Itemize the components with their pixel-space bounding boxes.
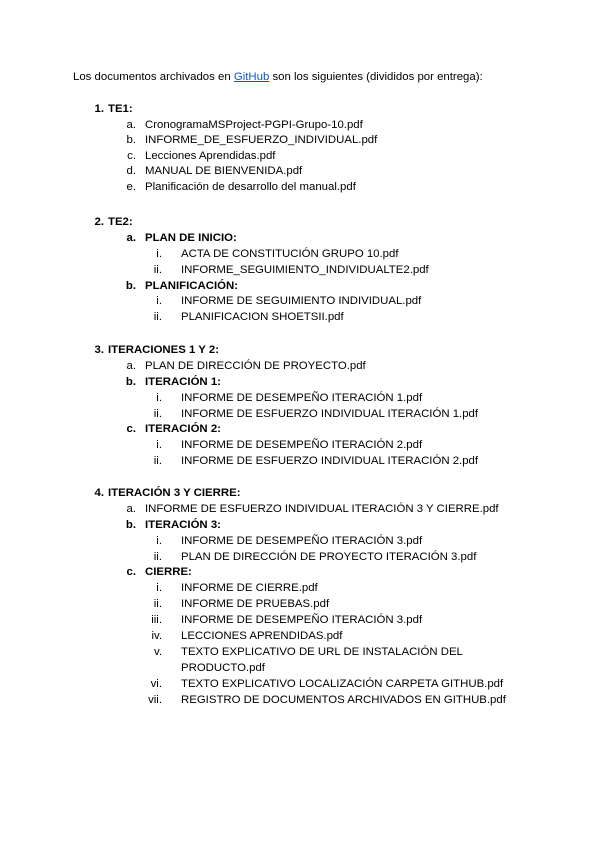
list-marker: b. [125,518,136,531]
list-item [0,534,600,550]
list-item [0,597,600,613]
section-te2 [0,215,600,326]
list-marker: vi. [150,677,162,690]
list-item [0,164,600,180]
list-item-text: INFORME_DE_ESFUERZO_INDIVIDUAL.pdf [145,134,378,147]
section-heading [0,215,600,231]
section-heading [0,102,600,118]
list-item [0,581,600,597]
section-title: ITERACIÓN 3 Y CIERRE: [108,487,241,499]
subsection-heading [0,231,600,247]
subsection-heading [0,422,600,438]
list-item-text: INFORME DE ESFUERZO INDIVIDUAL ITERACIÓN 1.pdf [181,407,479,420]
list-item [0,247,600,263]
section-iteraciones-1-2 [0,343,600,470]
list-item [0,407,600,423]
section-heading [0,343,600,359]
section-title: TE2: [108,216,133,228]
list-item-text: CronogramaMSProject-PGPI-Grupo-10.pdf [145,118,363,131]
list-marker: a. [126,502,136,515]
list-marker: c. [126,423,136,436]
list-item [0,629,600,645]
subsection-title: ITERACIÓN 2: [145,423,221,436]
list-marker: e. [126,180,136,193]
list-item-text: INFORME DE DESEMPEÑO ITERACIÓN 1.pdf [181,391,423,404]
section-te1 [0,102,600,195]
list-marker: a. [126,231,136,244]
list-item-text: LECCIONES APRENDIDAS.pdf [181,630,343,643]
list-marker: b. [126,134,136,147]
list-number: 1. [94,103,104,115]
list-item [0,180,600,196]
list-marker: ii. [153,598,162,611]
list-item [0,294,600,310]
list-marker: i. [156,295,162,308]
subsection-title: PLANIFICACIÓN: [145,279,239,292]
list-item [0,502,600,518]
subsection-title: ITERACIÓN 1: [145,375,221,388]
list-item [0,454,600,470]
list-item [0,263,600,279]
list-item [0,310,600,326]
section-title: ITERACIONES 1 Y 2: [108,344,219,356]
list-marker: ii. [153,311,162,324]
list-marker: d. [126,165,136,178]
github-link[interactable]: GitHub [233,71,270,83]
list-item-text: REGISTRO DE DOCUMENTOS ARCHIVADOS EN GITHUB.pdf [181,693,506,706]
intro-paragraph [73,71,483,83]
list-item-text: PLANIFICACION SHOETSII.pdf [181,311,344,324]
list-marker: ii. [153,407,162,420]
list-marker: i. [156,439,162,452]
list-item [0,133,600,149]
subsection-title: ITERACIÓN 3: [145,518,221,531]
list-marker: i. [156,534,162,547]
list-item-text: ACTA DE CONSTITUCIÓN GRUPO 10.pdf [181,247,399,260]
list-marker: ii. [153,263,162,276]
list-marker: i. [156,391,162,404]
list-marker: v. [153,645,162,658]
list-number: 3. [94,344,104,356]
list-item-text: INFORME DE DESEMPEÑO ITERACIÓN 3.pdf [181,534,423,547]
list-item-text: INFORME DE DESEMPEÑO ITERACIÓN 2.pdf [181,439,423,452]
list-marker: c. [127,149,136,162]
subsection-title: CIERRE: [145,566,192,579]
subsection-heading [0,565,600,581]
subsection-heading [0,375,600,391]
list-item-text: INFORME DE ESFUERZO INDIVIDUAL ITERACIÓN 2.pdf [181,455,479,468]
intro-text-after: son los siguientes (divididos por entrega): [269,71,483,83]
list-marker: b. [125,279,136,292]
list-marker: i. [156,582,162,595]
list-item-text: INFORME DE DESEMPEÑO ITERACIÓN 3.pdf [181,614,423,627]
list-item-text: INFORME_SEGUIMIENTO_INDIVIDUALTE2.pdf [181,263,429,276]
list-item-text: INFORME DE CIERRE.pdf [181,582,318,595]
list-number: 2. [94,216,104,228]
list-item [0,438,600,454]
list-marker: a. [126,118,136,131]
list-item [0,677,600,693]
section-title: TE1: [108,103,133,115]
list-item-text: TEXTO EXPLICATIVO DE URL DE INSTALACIÓN DEL PRODUCTO.pdf [181,645,463,674]
list-item [0,149,600,165]
list-item [0,359,600,375]
list-item-text: TEXTO EXPLICATIVO LOCALIZACIÓN CARPETA GITHUB.pdf [181,677,504,690]
list-item-text: Planificación de desarrollo del manual.pdf [145,180,356,193]
list-marker: ii. [153,455,162,468]
section-heading [0,486,600,502]
list-marker: i. [156,247,162,260]
list-item [0,118,600,134]
list-item [0,645,600,677]
list-item-text: PLAN DE DIRECCIÓN DE PROYECTO ITERACIÓN 3.pdf [181,550,477,563]
list-item [0,550,600,566]
list-item-text: INFORME DE PRUEBAS.pdf [181,598,330,611]
list-marker: iii. [151,614,162,627]
subsection-heading [0,518,600,534]
list-number: 4. [94,487,104,499]
list-marker: ii. [153,550,162,563]
subsection-heading [0,279,600,295]
list-item-text: INFORME DE SEGUIMIENTO INDIVIDUAL.pdf [181,295,422,308]
list-item-text: Lecciones Aprendidas.pdf [145,149,276,162]
list-item [0,391,600,407]
subsection-title: PLAN DE INICIO: [145,231,237,244]
list-marker: iv. [151,630,162,643]
section-iteracion-3-cierre [0,486,600,724]
list-item [0,693,600,725]
list-item [0,613,600,629]
list-marker: c. [126,566,136,579]
list-item-text: MANUAL DE BIENVENIDA.pdf [145,165,303,178]
list-marker: vii. [148,693,162,706]
list-marker: a. [126,359,136,372]
list-item-text: PLAN DE DIRECCIÓN DE PROYECTO.pdf [145,359,366,372]
intro-text-before: Los documentos archivados en [73,71,234,83]
list-marker: b. [125,375,136,388]
list-item-text: INFORME DE ESFUERZO INDIVIDUAL ITERACIÓN 3 Y CIERRE.pdf [145,502,499,515]
